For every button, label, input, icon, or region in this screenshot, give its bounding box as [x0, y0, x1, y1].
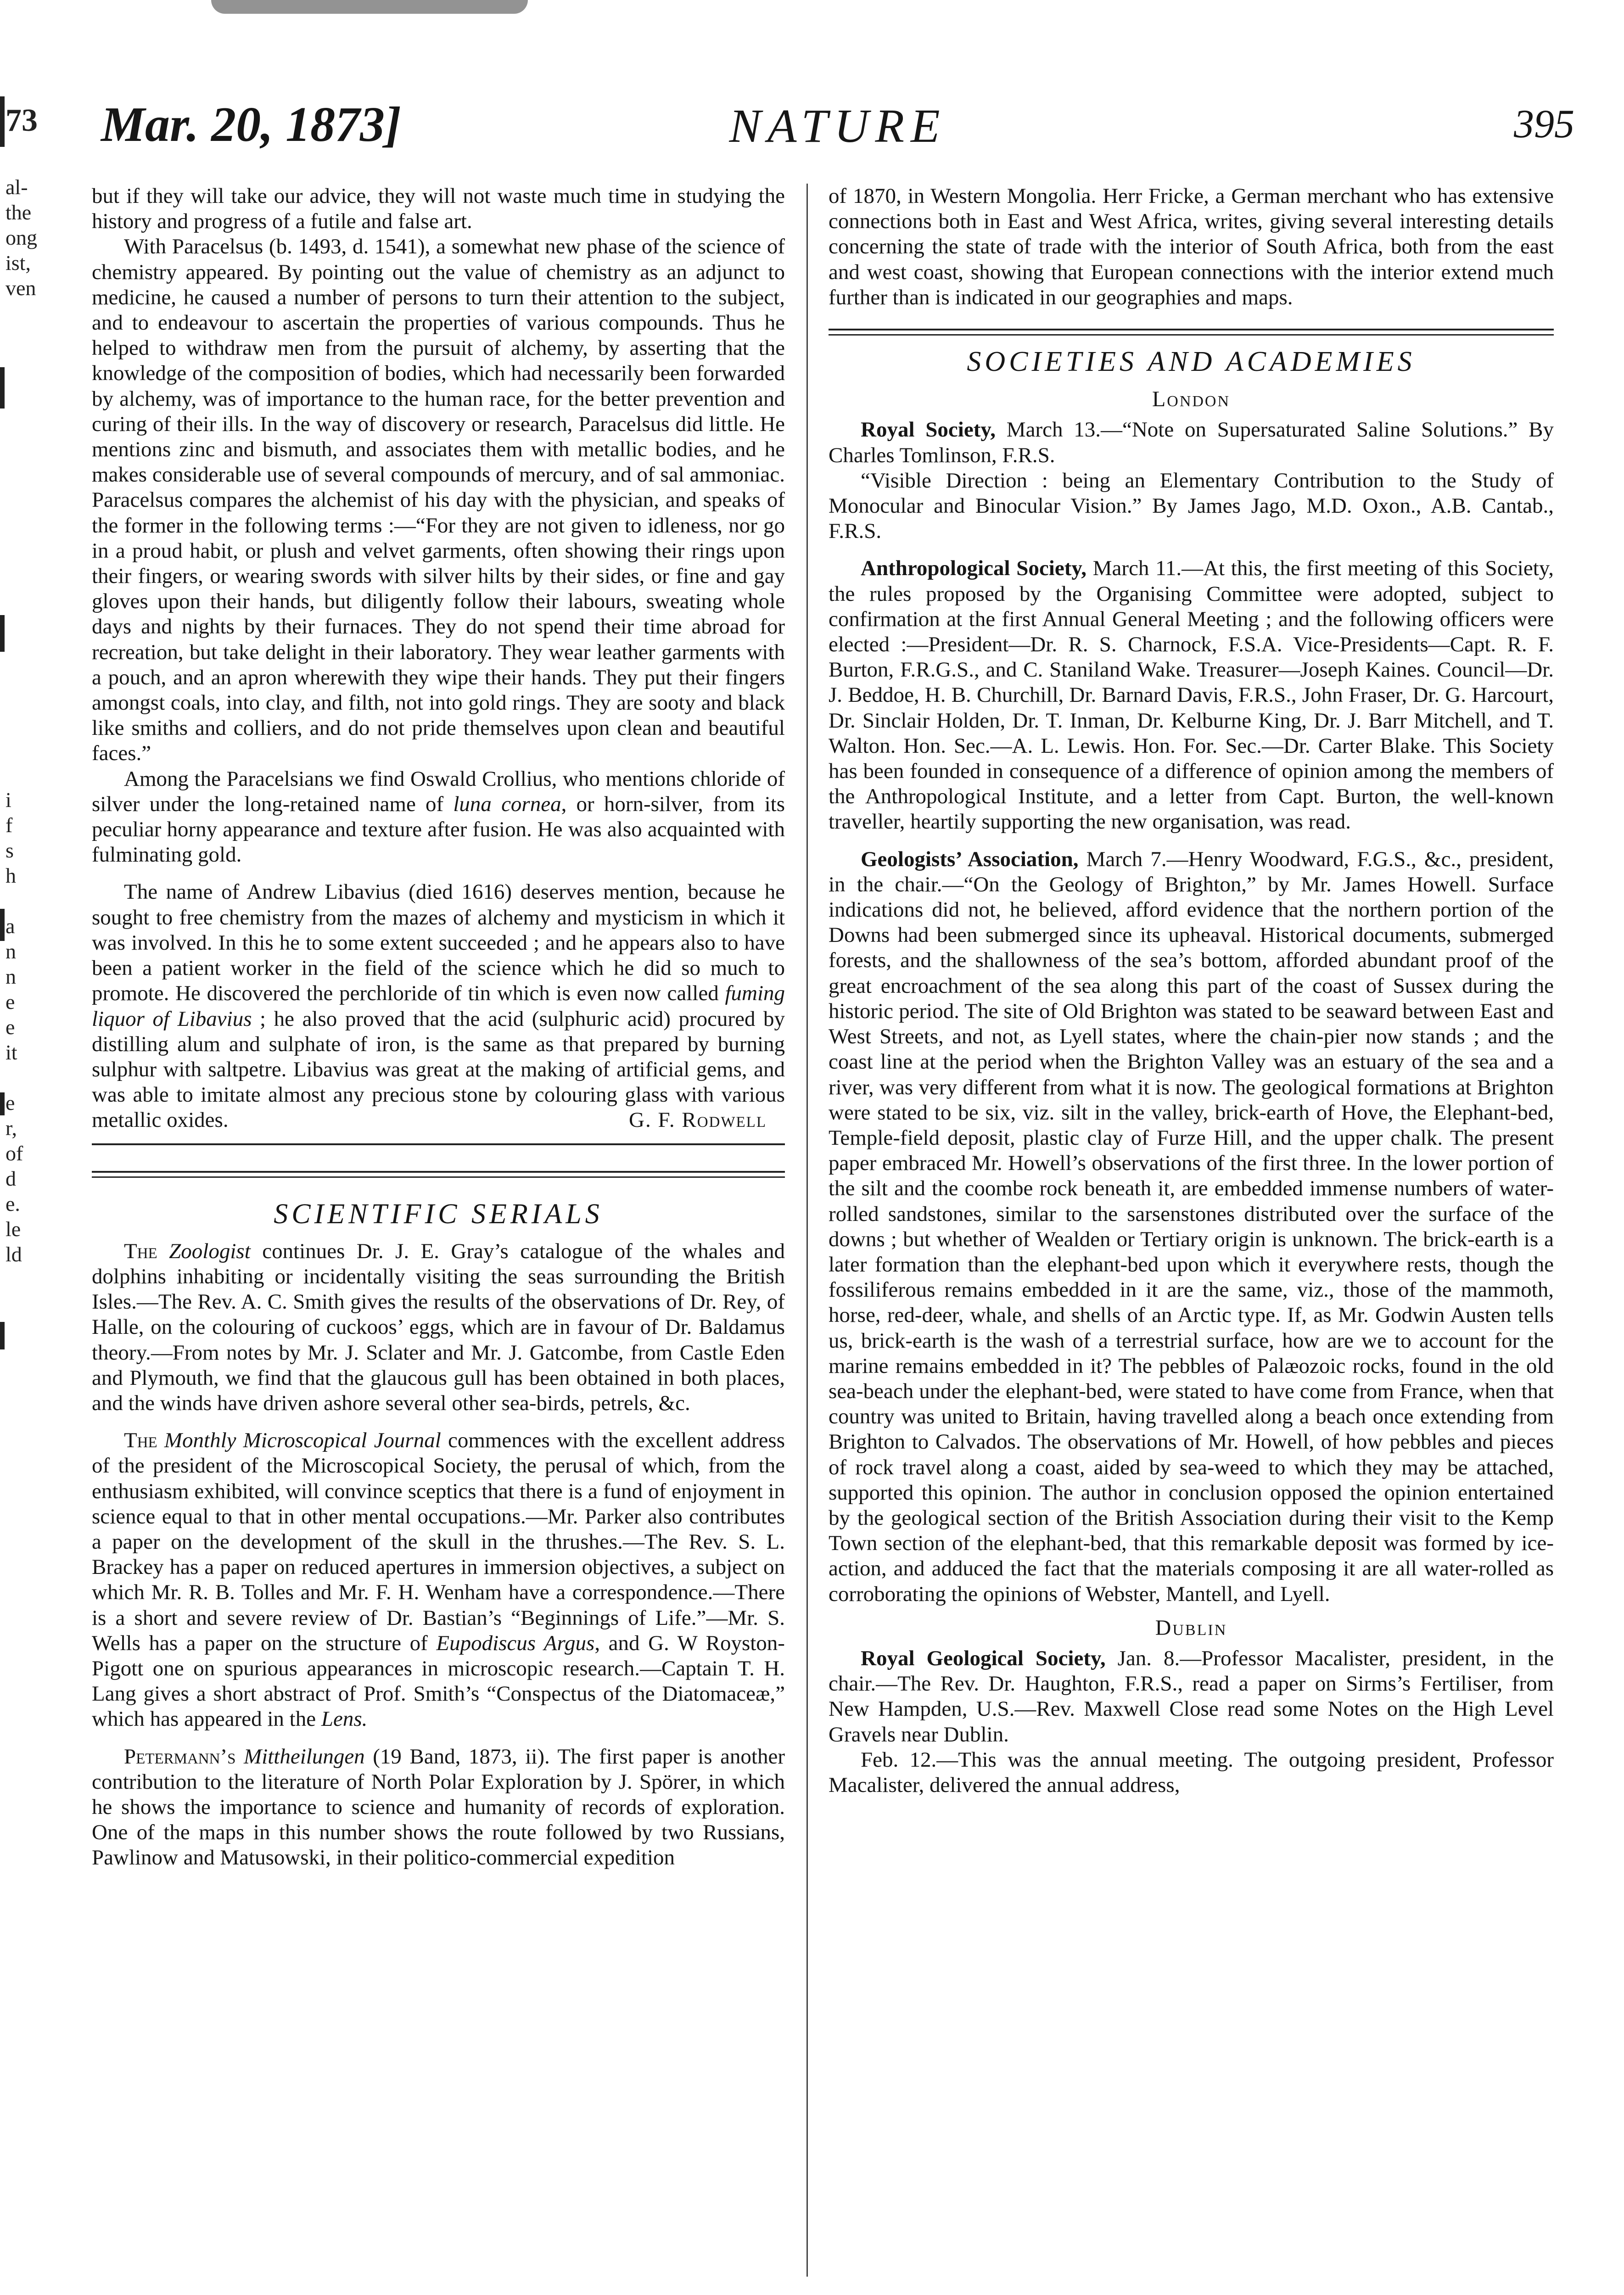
society-name: Geologists’ Association, [861, 847, 1079, 871]
text-run: , and G. W Royston-Pigott one on spurious appearances in microscopic research.—Captain T. H. Lang gives a short abstract of Prof. Smith’s “Conspectus of the Diatomaceæ,” which has appeared in the [92, 1631, 785, 1731]
journal-name: Lens. [321, 1707, 368, 1731]
gutter-fragment: e [6, 1015, 15, 1039]
journal-name: Monthly Microscopical Journal [164, 1428, 441, 1453]
serial-entry-zoologist [92, 1239, 785, 1416]
society-entry-royal-paper: “Visible Direction : being an Elementary Contribution to the Study of Monocular and Binocular Vision.” By James Jago, M.D. Oxon., A.B. Cantab., F.R.S. [829, 468, 1554, 543]
section-title-societies: SOCIETIES AND ACADEMIES [967, 346, 1416, 378]
journal-name: Mittheilungen [244, 1744, 365, 1769]
article-paragraph: of 1870, in Western Mongolia. Herr Fricke, a German merchant who has extensive connections both in East and West Africa, writes, giving several interesting details concerning the state of trade with the interior of South Africa, both from the east and west coast, showing that European connections with the interior extend much further than is indicated in our geographies and maps. [829, 184, 1554, 309]
article-paragraph [92, 767, 785, 868]
subheading-london: London [1152, 387, 1231, 412]
text-run: Jan. 8.—Professor Macalister, president, in the chair.—The Rev. Dr. Haughton, F.R.S., read a paper on Sirms’s Fertiliser, from New Hampden, U.S.—Rev. Maxwell Close read some Notes on the High Level Gravels near Dublin. [829, 1646, 1554, 1746]
article-paragraph: With Paracelsus (b. 1493, d. 1541), a somewhat new phase of the science of chemistry appeared. By pointing out the value of chemistry as an adjunct to medicine, he caused a number of persons to turn their attention to the subject, and to endeavour to ascertain the properties of various compounds. Thus he helped to withdraw men from the pursuit of alchemy, by asserting that the knowledge of the composition of bodies, which had necessarily been forwarded by alchemy, was of importance to the human race, for the better prevention and curing of their ills. In the way of discovery or research, Paracelsus did little. He mentions zinc and bismuth, and associates them with metallic bodies, and he makes considerable use of several compounds of mercury, and of sal ammoniac. Paracelsus compares the alchemist of his day with the physician, and speaks of the former in the following terms :—“For they are not given to idleness, nor go in a proud habit, or plush and velvet garments, often showing their rings upon their fingers, or wearing swords with silver hilts by their sides, or fine and gay gloves upon their hands, but diligently follow their labours, sweating whole days and nights by their furnaces. They do not spend their time abroad for recreation, but take delight in their laboratory. They wear leather garments with a pouch, and an apron wherewith they wipe their hands. They put their fingers amongst coals, into clay, and filth, not into gold rings. They are sooty and black like smiths and colliers, and do not pride themselves upon clean and beautiful faces.” [92, 235, 785, 766]
gutter-fragment: of [6, 1142, 23, 1165]
gutter-fragment: f [6, 813, 13, 837]
gutter-edge [0, 1322, 5, 1349]
page-header [101, 87, 1574, 156]
divider [92, 1143, 785, 1145]
journal-title: NATURE [729, 100, 946, 152]
section-title-scientific-serials: SCIENTIFIC SERIALS [274, 1198, 603, 1230]
gutter-edge [0, 367, 5, 409]
lead-word: The [124, 1428, 157, 1453]
italic-term: fuming liquor of Libavius [92, 981, 785, 1031]
gutter-fragment: the [6, 201, 32, 224]
text-run: March 7.—Henry Woodward, F.G.S., &c., president, in the chair.—“On the Geology of Brighton,” by Mr. James Howell. Surface indications did not, he believed, afford evidence that the northern portion of the Downs had been submerged since its upheaval. Historical documents, submerged forests, and the shallowness of the sea’s bottom, afforded abundant proof of the great encroachment of the sea along this part of the coast of Sussex during the historic period. The site of Old Brighton was stated to be seaward between East and West Streets, and not, as Lyell states, where the chain-pier now stands ; and the coast line at the period when the Brighton Valley was an estuary of the sea and a river, was very different from what it is now. The geological formations at Brighton were stated to be six, viz. silt in the valley, brick-earth of Hove, the Elephant-bed, Temple-field deposit, plastic clay of Furze Hill, and the upper chalk. The present paper embraced Mr. Howell’s observations of the first three. In the lower portion of the silt and the coombe rock beneath it, are embedded immense numbers of water-rolled sandstones, similar to the sarsenstones distributed over the surface of the downs ; but whether of Wealden or Tertiary origin is unknown. The brick-earth is a later formation than the elephant-bed upon which it everywhere rests, though the fossiliferous remains embedded in it are the same, viz., those of the mammoth, horse, red-deer, whale, and shells of an Arctic type. If, as Mr. Godwin Austen tells us, brick-earth is the wash of a terrestrial surface, how are we to account for the marine remains embedded in it? The pebbles of Palæozoic rocks, found in the old sea-beach under the elephant-bed, were stated to have come from France, when that country was united to Britain, having travelled along a beach once extending from Brighton to Calvados. The observations of Mr. Howell, of how pebbles and pieces of rock travel along a coast, aided by sea-weed to which they may be attached, supported this opinion. The author in conclusion opposed the opinion entertained by the geological section of the British Association during their visit to the Kemp Town section of the elephant-bed, that this remarkable deposit was formed by ice-action, and adduced the fact that the materials composing it are all water-rolled as corroborating the opinions of Webster, Mantell, and Lyell. [829, 847, 1554, 1606]
italic-term: luna cornea [453, 792, 561, 816]
serial-entry-petermann [92, 1744, 785, 1871]
society-name: Anthropological Society, [861, 556, 1086, 581]
gutter-fragment: ong [6, 226, 37, 249]
society-name: Royal Society, [861, 418, 996, 442]
gutter-fragment: n [6, 940, 16, 963]
text-run: (19 Band, 1873, ii). The first paper is another contribution to the literature of North Polar Exploration by J. Spörer, in which he shows the importance to science and humanity of records of exploration. One of the maps in this number shows the route followed by two Russians, Pawlinow and Matusowski, in their politico-commercial expedition [92, 1744, 785, 1870]
article-paragraph [92, 879, 785, 1133]
gutter-edge [0, 96, 5, 147]
text-run: The name of Andrew Libavius (died 1616) deserves mention, because he sought to free chemistry from the mazes of alchemy and mysticism in which it was involved. In this he to some extent succeeded ; and he appears also to have been a patient worker in the field of the science which he did so much to promote. He discovered the perchloride of tin which is even now called [92, 880, 785, 1006]
society-entry-anthropological [829, 556, 1554, 834]
text-run: , or horn-silver, from its peculiar horny appearance and texture after fusion. He was also acquainted with fulminating gold. [92, 792, 785, 867]
lead-word: Petermann’s [124, 1744, 236, 1769]
serial-entry-monthly-microscopical [92, 1428, 785, 1732]
journal-name: Zoologist [169, 1239, 251, 1263]
subheading-dublin: Dublin [1155, 1615, 1227, 1640]
gutter-fragment: r, [6, 1116, 17, 1140]
gutter-fragment: i [6, 788, 11, 812]
text-run: continues Dr. J. E. Gray’s catalogue of the whales and dolphins inhabiting or incidentally visiting the seas surrounding the British Isles.—The Rev. A. C. Smith gives the results of the observations of Dr. Rey, of Halle, on the colouring of cuckoos’ eggs, which are in favour of Dr. Baldamus theory.—From notes by Mr. J. Sclater and Mr. J. Gatcombe, from Castle Eden and Plymouth, we find that the glaucous gull has been obtained in both places, and the winds have driven ashore several other sea-birds, petrels, &c. [92, 1239, 785, 1415]
section-divider [829, 329, 1554, 336]
gutter-fragment: ist, [6, 251, 31, 274]
society-entry-annual-meeting: Feb. 12.—This was the annual meeting. The outgoing president, Professor Macalister, delivered the annual address, [829, 1747, 1554, 1797]
gutter-fragment: ven [6, 276, 36, 300]
gutter-fragment: d [6, 1167, 16, 1190]
gutter-fragment: le [6, 1217, 21, 1241]
right-column [829, 184, 1554, 1798]
gutter-fragment: e. [6, 1192, 20, 1215]
page-number: 395 [1514, 102, 1574, 146]
section-divider [92, 1171, 785, 1178]
gutter-fragment: ld [6, 1243, 22, 1266]
article-paragraph: but if they will take our advice, they will not waste much time in studying the history and progress of a futile and false art. [92, 184, 785, 234]
gutter-fragment: h [6, 864, 16, 887]
society-entry-royal-geological [829, 1646, 1554, 1747]
gutter-fragment: al- [6, 175, 28, 199]
text-run: ; he also proved that the acid (sulphuric acid) procured by distilling alum and sulphate of iron, is the same as that prepared by burning sulphur with saltpetre. Libavius was great at the making of artificial gems, and was able to imitate almost any precious stone by colouring glass with various metallic oxides. [92, 1007, 785, 1132]
text-run: commences with the excellent address of the president of the Microscopical Society, the perusal of which, from the enthusiasm exhibited, will convince sceptics that there is a fund of enjoyment in science equal to that in other mental occupations.—Mr. Parker also contributes a paper on the development of the skull in the thrushes.—The Rev. S. L. Brackey has a paper on reduced apertures in immersion objectives, a subject on which Mr. R. B. Tolles and Mr. F. H. Wenham have a correspondence.—There is a short and severe review of Dr. Bastian’s “Beginnings of Life.”—Mr. S. Wells has a paper on the structure of [92, 1428, 785, 1655]
text-run: March 13.—“Note on Supersaturated Saline Solutions.” By Charles Tomlinson, F.R.S. [829, 418, 1554, 467]
gutter-edge [0, 615, 5, 652]
gutter-fragment: e [6, 990, 15, 1013]
gutter-fragment: s [6, 839, 14, 862]
issue-date: Mar. 20, 1873] [101, 97, 402, 152]
gutter-edge [0, 909, 5, 941]
text-run: March 11.—At this, the first meeting of this Society, the rules proposed by the Organising Committee were adopted, subject to confirmation at the first Annual General Meeting ; and the following officers were elected :—President—Dr. R. S. Charnock, F.S.A. Vice-Presidents—Capt. R. F. Burton, F.R.G.S., and C. Staniland Wake. Treasurer—Joseph Kaines. Council—Dr. J. Beddoe, H. B. Churchill, Dr. Barnard Davis, F.R.S., John Fraser, Dr. G. Harcourt, Dr. Sinclair Holden, Dr. T. Inman, Dr. Kelburne King, Dr. J. Barr Mitchell, and T. Walton. Hon. Sec.—A. L. Lewis. Hon. For. Sec.—Dr. Carter Blake. This Society has been founded in consequence of a difference of opinion among the members of the Anthropological Institute, and a letter from Capt. Burton, the well-known traveller, heartily supporting the new organisation, was read. [829, 556, 1554, 834]
species-name: Eupodiscus Argus [436, 1631, 595, 1655]
gutter-fragment: it [6, 1041, 17, 1064]
gutter-fragment: e [6, 1091, 15, 1114]
gutter-fragment: 73 [6, 103, 38, 138]
left-column [92, 184, 785, 1871]
gutter-fragment: n [6, 965, 16, 988]
author-signature: G. F. Rodwell [629, 1108, 767, 1132]
column-divider [806, 184, 808, 2277]
lead-word: The [124, 1239, 157, 1263]
society-entry-geologists [829, 847, 1554, 1607]
scan-shadow-top [211, 0, 528, 14]
gutter-fragment: a [6, 914, 15, 938]
gutter-edge [0, 1092, 5, 1115]
text-run: Among the Paracelsians we find Oswald Crollius, who mentions chloride of silver under the long-retained name of [92, 767, 785, 816]
society-entry-royal [829, 417, 1554, 468]
society-name: Royal Geological Society, [861, 1646, 1106, 1670]
